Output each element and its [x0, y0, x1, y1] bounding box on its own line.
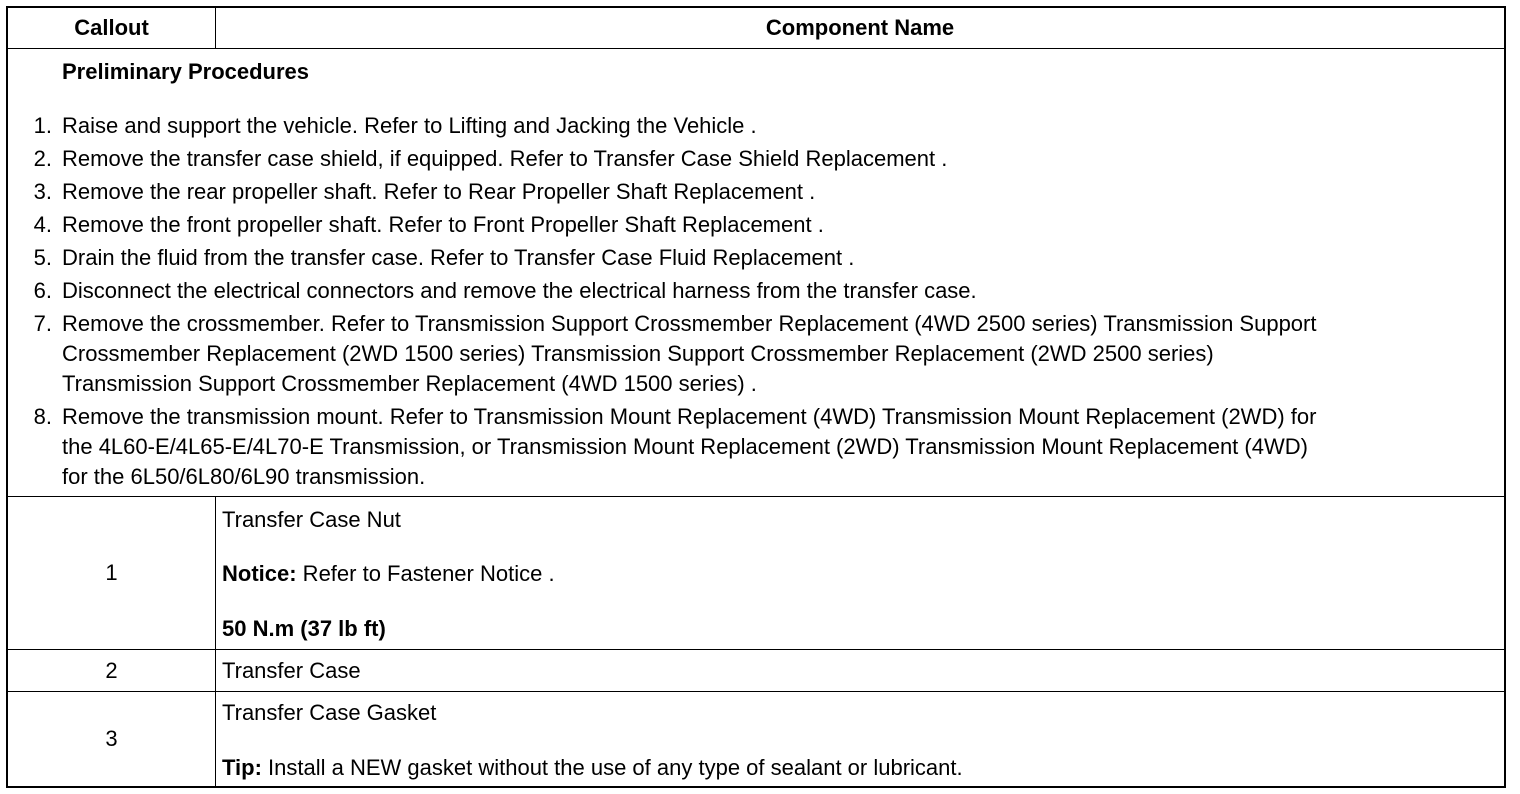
component-name: Transfer Case: [222, 658, 361, 683]
callout-cell: 2: [8, 650, 216, 691]
table-row: [8, 650, 1504, 692]
callout-cell: 3: [8, 692, 216, 786]
component-name: Transfer Case Gasket: [222, 700, 437, 725]
step-list: [8, 111, 1504, 495]
list-item: 8. Remove the transmission mount. Refer to Transmission Mount Replacement (4WD) Transmission Mount Replacement (2WD) for the 4L60-E/4L65-E/4L70-E Transmission, or Transmission Mount Replacement (2WD) Transmission Mount Replacement (4WD) for the 6L50/6L80/6L90 transmission.: [33, 404, 1317, 489]
preliminary-row: [8, 49, 1504, 497]
list-item: 1. Raise and support the vehicle. Refer to Lifting and Jacking the Vehicle .: [33, 113, 757, 138]
component-cell: [216, 692, 1504, 786]
callout-cell: 1: [8, 497, 216, 649]
list-item: 4. Remove the front propeller shaft. Refer to Front Propeller Shaft Replacement .: [33, 212, 824, 237]
preliminary-title: Preliminary Procedures: [62, 59, 310, 84]
component-cell: [216, 497, 1504, 649]
header-component-name: Component Name: [765, 15, 955, 40]
list-item: 7. Remove the crossmember. Refer to Transmission Support Crossmember Replacement (4WD 2500 series) Transmission Support Crossmember Replacement (2WD 1500 series) Transmission Support Crossmember Replacement (2WD 2500 series) Transmission Support Crossmember Replacement (4WD 1500 series) .: [33, 311, 1317, 396]
list-item: 3. Remove the rear propeller shaft. Refer to Rear Propeller Shaft Replacement .: [33, 179, 816, 204]
tip-line: Tip: Install a NEW gasket without the use of any type of sealant or lubricant.: [222, 755, 963, 780]
list-item: 2. Remove the transfer case shield, if equipped. Refer to Transfer Case Shield Replacement .: [33, 146, 948, 171]
header-callout: Callout: [8, 8, 216, 48]
table-row: [8, 497, 1504, 650]
procedure-table: [6, 6, 1506, 788]
list-item: 5. Drain the fluid from the transfer case. Refer to Transfer Case Fluid Replacement .: [33, 245, 855, 270]
list-item: 6. Disconnect the electrical connectors and remove the electrical harness from the transfer case.: [33, 278, 977, 303]
component-cell: [216, 650, 1504, 691]
notice-line: Notice: Refer to Fastener Notice .: [222, 561, 555, 586]
torque-spec: 50 N.m (37 lb ft): [222, 616, 386, 641]
component-name: Transfer Case Nut: [222, 507, 401, 532]
table-row: [8, 692, 1504, 786]
table-header-row: [8, 8, 1504, 49]
